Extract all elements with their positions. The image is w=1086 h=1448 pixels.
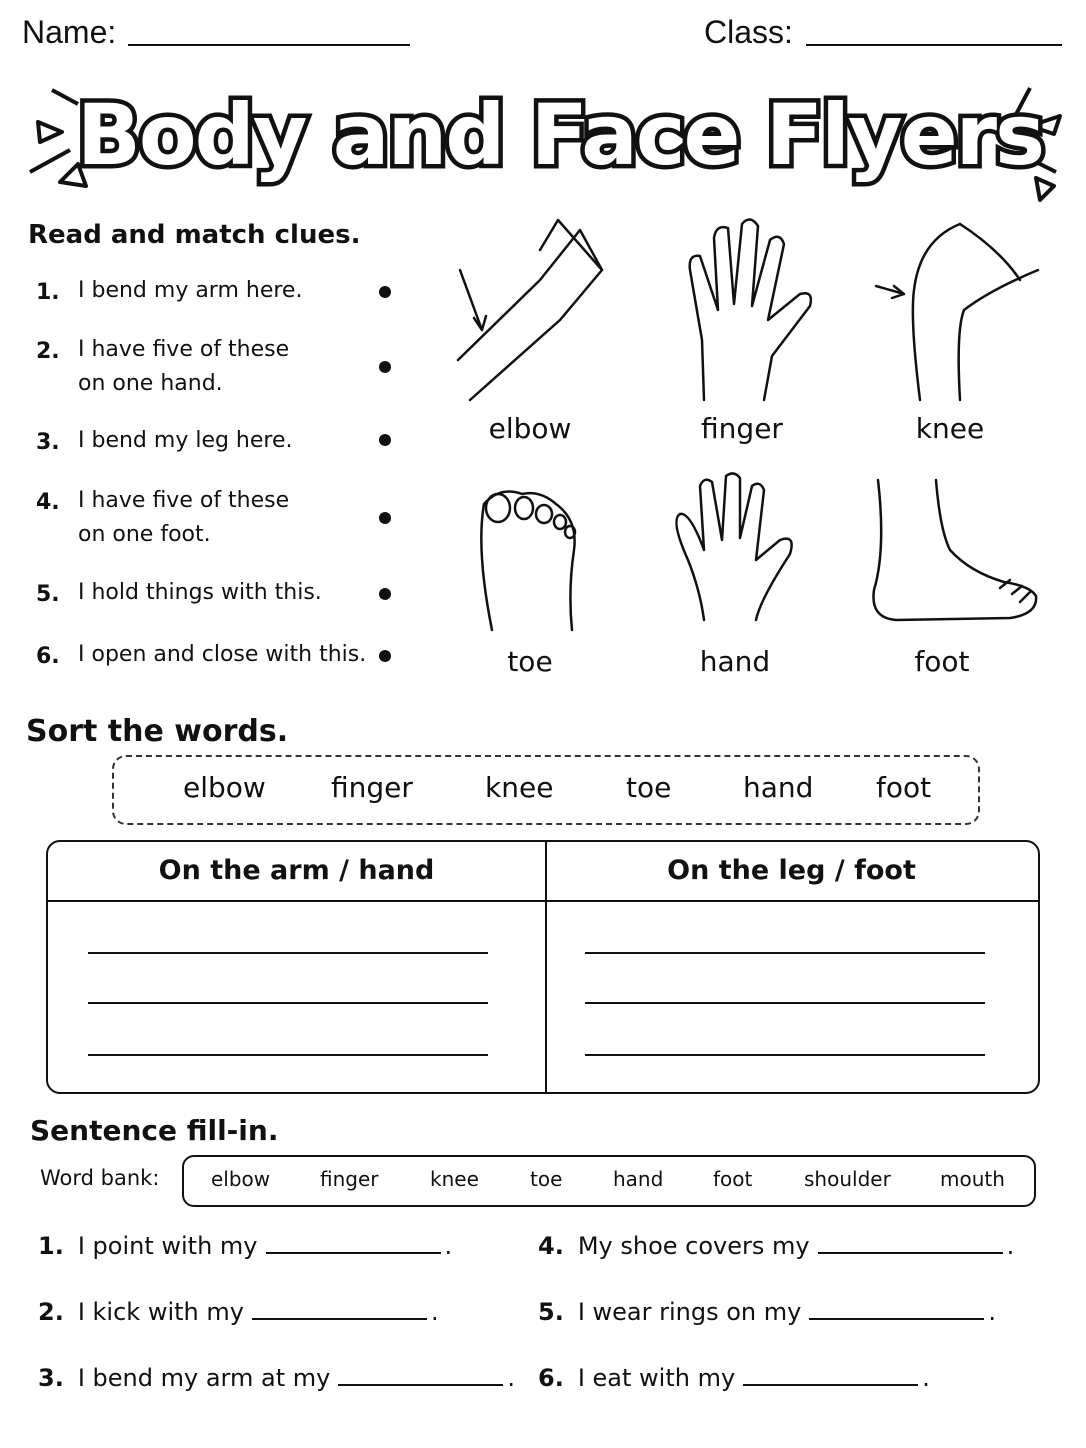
- sentence-number: 5.: [538, 1298, 564, 1326]
- match-dot[interactable]: [379, 434, 391, 446]
- picture-label-elbow: elbow: [488, 412, 572, 445]
- finger-icon: [660, 210, 840, 410]
- clue-line: I hold things with this.: [78, 580, 322, 605]
- word-bank-word: elbow: [211, 1167, 271, 1191]
- title-text: Body and Face Flyers: [76, 86, 1044, 184]
- sentence-text: My shoe covers my: [577, 1232, 810, 1260]
- table-header-divider: [48, 900, 1038, 902]
- sort-word: knee: [485, 771, 554, 804]
- fill-sentence: [538, 1362, 930, 1392]
- match-dot[interactable]: [379, 650, 391, 662]
- sentence-number: 4.: [538, 1232, 564, 1260]
- answer-blank[interactable]: [743, 1362, 918, 1386]
- elbow-picture: [440, 210, 620, 410]
- sentence-period: .: [444, 1232, 453, 1260]
- word-bank-word: shoulder: [804, 1167, 891, 1191]
- clue-number: 1.: [36, 280, 60, 305]
- burst-mark-left-b: [30, 150, 70, 172]
- fill-sentence: [538, 1230, 1014, 1260]
- class-field[interactable]: [806, 44, 1062, 46]
- name-label: Name:: [22, 14, 117, 50]
- answer-line[interactable]: [88, 952, 488, 954]
- word-bank-word: hand: [613, 1167, 664, 1191]
- word-bank-word: mouth: [940, 1167, 1005, 1191]
- sentence-period: .: [430, 1298, 439, 1326]
- class-label: Class:: [704, 14, 793, 50]
- fill-sentence: [38, 1296, 439, 1326]
- foot-icon: [860, 470, 1040, 640]
- sentence-text: I bend my arm at my: [77, 1364, 331, 1392]
- finger-picture: [660, 210, 840, 410]
- answer-blank[interactable]: [338, 1362, 503, 1386]
- clue-text: [78, 424, 293, 458]
- picture-label-foot: foot: [914, 645, 970, 678]
- sort-word: hand: [743, 771, 814, 804]
- sentence-number: 2.: [38, 1298, 64, 1326]
- sentence-number: 3.: [38, 1364, 64, 1392]
- sort-table: [46, 840, 1040, 1094]
- word-bank-word: toe: [530, 1167, 563, 1191]
- clue-line: on one foot.: [78, 522, 211, 547]
- sentence-period: .: [988, 1298, 996, 1326]
- word-bank-word: foot: [713, 1167, 753, 1191]
- sentence-text: I eat with my: [577, 1364, 736, 1392]
- fill-sentence: [38, 1362, 515, 1392]
- fill-sentence: [38, 1230, 452, 1260]
- picture-label-knee: knee: [915, 412, 985, 445]
- sort-word: finger: [331, 771, 413, 804]
- sort-word: foot: [876, 771, 932, 804]
- col-header-arm-hand: On the arm / hand: [158, 855, 435, 886]
- fill-heading: Sentence fill-in.: [30, 1114, 279, 1147]
- clue-text: [78, 333, 289, 401]
- worksheet-title: [0, 60, 1086, 205]
- match-heading: Read and match clues.: [28, 220, 361, 250]
- word-bank-box: [182, 1155, 1036, 1207]
- word-bank-word: finger: [320, 1167, 379, 1191]
- clue-number: 2.: [36, 339, 60, 364]
- picture-label-toe: toe: [507, 645, 553, 678]
- match-dot[interactable]: [379, 361, 391, 373]
- clue-text: [78, 576, 322, 610]
- clue-line: I open and close with this.: [78, 642, 367, 667]
- clue-line: I have five of these: [78, 337, 290, 362]
- answer-blank[interactable]: [809, 1296, 984, 1320]
- clue-line: I have five of these: [78, 488, 290, 513]
- toe-icon: [440, 470, 620, 640]
- burst-mark-left-top: [38, 122, 62, 142]
- sentence-number: 1.: [38, 1232, 64, 1260]
- knee-picture: [860, 210, 1040, 410]
- answer-blank[interactable]: [266, 1230, 441, 1254]
- picture-label-finger: finger: [701, 412, 783, 445]
- sentence-period: .: [922, 1364, 930, 1392]
- clue-number: 6.: [36, 644, 60, 669]
- match-dot[interactable]: [379, 588, 391, 600]
- clue-line: on one hand.: [78, 371, 223, 396]
- elbow-icon: [440, 210, 620, 410]
- clue-number: 3.: [36, 430, 60, 455]
- sort-word: toe: [626, 771, 672, 804]
- sort-heading: Sort the words.: [26, 714, 289, 749]
- match-dot[interactable]: [379, 286, 391, 298]
- picture-label-hand: hand: [699, 645, 771, 678]
- match-dot[interactable]: [379, 512, 391, 524]
- hand-picture: [660, 470, 840, 640]
- answer-line[interactable]: [585, 1002, 985, 1004]
- clue-number: 4.: [36, 490, 60, 515]
- clue-line: I bend my leg here.: [78, 428, 293, 453]
- sentence-text: I point with my: [77, 1232, 258, 1260]
- clue-text: [78, 274, 302, 308]
- col-header-leg-foot: On the leg / foot: [667, 855, 916, 886]
- answer-line[interactable]: [88, 1054, 488, 1056]
- name-field[interactable]: [128, 44, 410, 46]
- clue-number: 5.: [36, 582, 60, 607]
- answer-blank[interactable]: [252, 1296, 427, 1320]
- knee-icon: [860, 210, 1040, 410]
- sentence-number: 6.: [538, 1364, 564, 1392]
- sentence-period: .: [1006, 1232, 1015, 1260]
- clue-text: [78, 484, 289, 552]
- hand-icon: [660, 470, 840, 640]
- answer-blank[interactable]: [818, 1230, 1003, 1254]
- sort-word: elbow: [183, 771, 266, 804]
- sentence-text: I wear rings on my: [577, 1298, 802, 1326]
- sentence-period: .: [507, 1364, 515, 1392]
- fill-sentence: [538, 1296, 996, 1326]
- sentence-text: I kick with my: [77, 1298, 244, 1326]
- clue-text: [78, 638, 366, 672]
- clue-line: I bend my arm here.: [78, 278, 303, 303]
- toe-picture: [440, 470, 620, 640]
- burst-mark-left-a: [52, 90, 78, 104]
- answer-line[interactable]: [585, 1054, 985, 1056]
- foot-picture: [860, 470, 1040, 640]
- word-bank-label: Word bank:: [40, 1166, 160, 1190]
- answer-line[interactable]: [88, 1002, 488, 1004]
- word-bank-word: knee: [430, 1167, 479, 1191]
- answer-line[interactable]: [585, 952, 985, 954]
